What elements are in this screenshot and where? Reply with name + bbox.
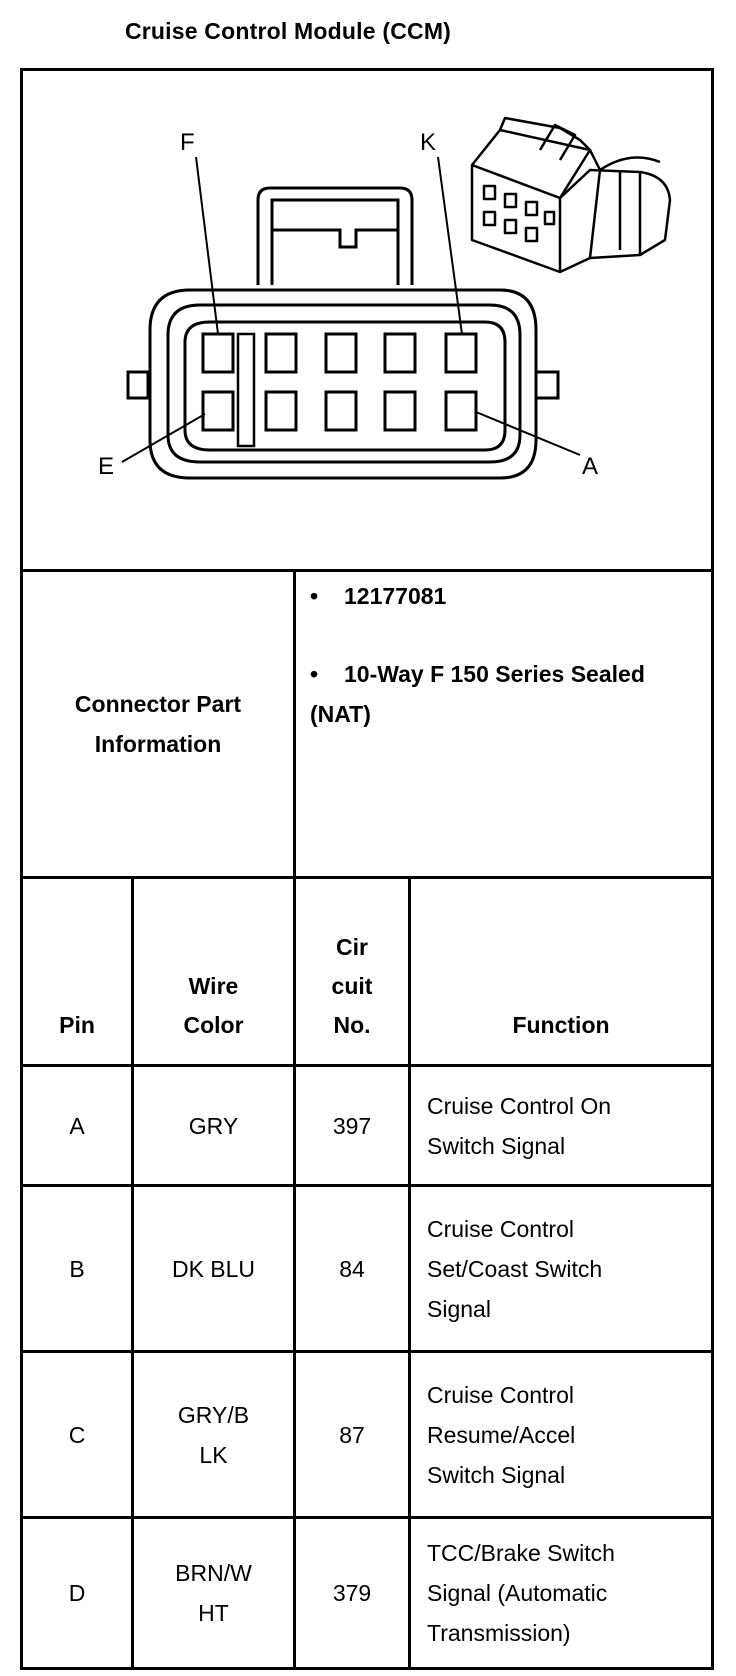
row-d-color: BRN/W HT	[175, 1560, 252, 1626]
row-d-pin: D	[68, 1580, 86, 1606]
connector-iso-icon	[472, 118, 670, 272]
row-c-circuit: 87	[339, 1421, 365, 1448]
row-a-circuit: 397	[332, 1112, 372, 1139]
callout-f: F	[180, 129, 195, 156]
row-b-function: Cruise Control Set/Coast Switch Signal	[427, 1215, 603, 1322]
row-d-function: TCC/Brake Switch Signal (Automatic Transmission)	[427, 1540, 615, 1646]
connector-diagram	[23, 71, 711, 571]
row-c-pin: C	[68, 1421, 86, 1448]
row-c-function: Cruise Control Resume/Accel Switch Signal	[427, 1381, 576, 1488]
part-description-item: • 10-Way F 150 Series Sealed (NAT)	[310, 661, 645, 727]
page-title: Cruise Control Module (CCM)	[124, 18, 452, 44]
header-circuit-no: Cir cuit No.	[331, 934, 373, 1038]
row-d-circuit: 379	[332, 1580, 372, 1606]
row-a-color: GRY	[188, 1112, 239, 1139]
header-function: Function	[512, 1012, 610, 1038]
row-c-color: GRY/B LK	[177, 1401, 250, 1468]
row-a-function: Cruise Control On Switch Signal	[427, 1092, 612, 1159]
connector-info-label: Connector Part Information	[74, 691, 242, 757]
callout-a: A	[582, 453, 599, 480]
callout-k: K	[420, 129, 437, 156]
part-number-item: • 12177081	[310, 583, 447, 609]
connector-info-list	[310, 576, 710, 734]
row-b-circuit: 84	[339, 1255, 365, 1282]
callout-e: E	[98, 453, 115, 480]
row-a-pin: A	[69, 1112, 85, 1139]
row-b-pin: B	[69, 1255, 85, 1282]
header-pin: Pin	[59, 1012, 95, 1038]
divider-partinfo	[293, 569, 296, 878]
row-b-color: DK BLU	[171, 1255, 256, 1282]
divider-partinfo-bottom	[20, 876, 714, 879]
header-wire-color: Wire Color	[183, 973, 244, 1038]
